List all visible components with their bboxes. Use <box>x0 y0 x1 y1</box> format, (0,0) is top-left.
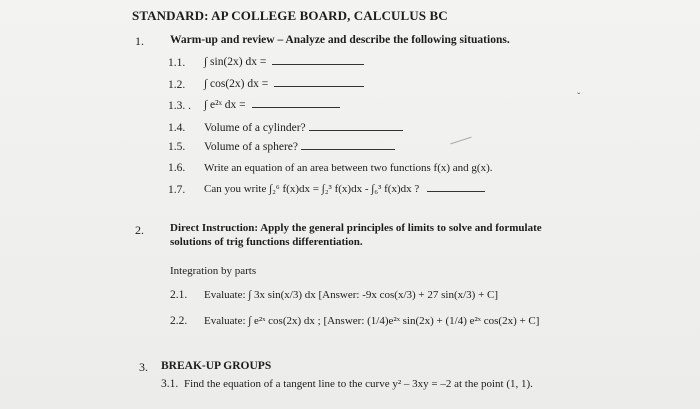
section-3-heading: BREAK-UP GROUPS <box>161 360 272 372</box>
item-1-5-text: Volume of a sphere? <box>204 141 395 153</box>
item-1-3-number: 1.3. . <box>168 100 191 112</box>
item-1-4-text: Volume of a cylinder? <box>204 122 403 134</box>
item-1-1-number: 1.1. <box>168 57 186 69</box>
item-3-1-number: 3.1. <box>161 378 179 390</box>
item-1-2-text: ∫ cos(2x) dx = <box>204 78 364 90</box>
item-1-4-number: 1.4. <box>168 122 186 134</box>
item-2-2-text: Evaluate: ∫ e²ˣ cos(2x) dx ; [Answer: (1/4)e²ˣ sin(2x) + (1/4) e²ˣ cos(2x) + C] <box>204 315 540 327</box>
item-1-7-number: 1.7. <box>168 184 186 196</box>
pen-stroke <box>450 137 471 145</box>
section-2-heading-line-1: Direct Instruction: Apply the general principles of limits to solve and formulate <box>170 222 542 234</box>
item-1-7-text: Can you write ∫₂⁶ f(x)dx = ∫₂³ f(x)dx - ∫₆³ f(x)dx ? <box>204 183 485 195</box>
item-1-5-number: 1.5. <box>168 141 186 153</box>
section-2-number: 2. <box>135 223 144 237</box>
section-3-number: 3. <box>139 360 148 374</box>
item-1-1-text: ∫ sin(2x) dx = <box>204 56 364 68</box>
page-title: STANDARD: AP COLLEGE BOARD, CALCULUS BC <box>132 8 448 23</box>
section-1-heading: Warm-up and review – Analyze and describe the following situations. <box>170 34 510 46</box>
integration-by-parts-label: Integration by parts <box>170 265 257 277</box>
item-3-1-text: Find the equation of a tangent line to the curve y² – 3xy = –2 at the point (1, 1). <box>184 378 533 390</box>
item-1-6-text: Write an equation of an area between two functions f(x) and g(x). <box>204 162 493 174</box>
item-1-6-number: 1.6. <box>168 162 186 174</box>
item-2-1-number: 2.1. <box>170 289 188 301</box>
item-1-2-number: 1.2. <box>168 79 186 91</box>
item-2-2-number: 2.2. <box>170 315 188 327</box>
section-2-heading-line-2: solutions of trig functions differentiation. <box>170 236 363 248</box>
pen-mark: ˇ <box>577 92 581 103</box>
item-1-3-text: ∫ e²ˣ dx = <box>204 99 340 111</box>
section-1-number: 1. <box>135 34 144 48</box>
item-2-1-text: Evaluate: ∫ 3x sin(x/3) dx [Answer: -9x cos(x/3) + 27 sin(x/3) + C] <box>204 289 499 301</box>
